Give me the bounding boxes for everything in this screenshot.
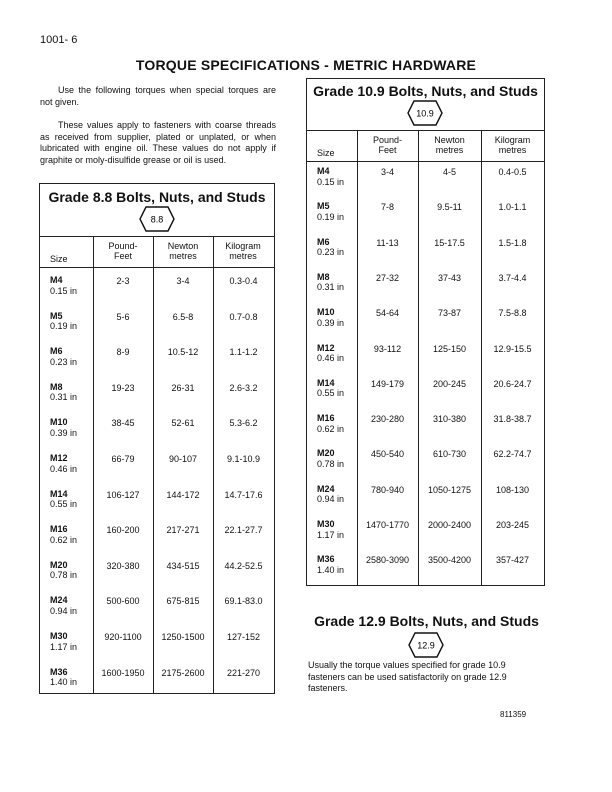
table-row	[40, 275, 274, 299]
grade-12-9-badge-label: 12.9	[417, 640, 435, 651]
size-cell	[50, 453, 77, 474]
size-cell	[317, 272, 344, 293]
metric-size: M8	[317, 271, 330, 282]
grade-10-9-title: Grade 10.9 Bolts, Nuts, and Studs	[313, 83, 538, 99]
intro-text-1: Use the following torques when special torques are not given.	[40, 85, 276, 107]
size-cell	[317, 307, 344, 328]
size-cell	[317, 448, 344, 469]
size-cell	[50, 524, 77, 545]
pound-feet-cell: 2580-3090	[365, 555, 410, 566]
size-cell	[50, 382, 77, 403]
newton-metres-cell: 52-61	[171, 418, 195, 429]
table-row	[40, 417, 274, 441]
table-row	[307, 554, 544, 578]
inch-size: 0.94 in	[50, 605, 78, 616]
metric-size: M5	[317, 201, 330, 212]
metric-size: M16	[50, 524, 68, 535]
newton-metres-cell: 2000-2400	[427, 520, 472, 530]
header-pound-feet-line1: Pound-	[108, 241, 138, 251]
inch-size: 0.39 in	[50, 427, 78, 438]
table-row	[307, 166, 544, 190]
size-cell	[317, 413, 344, 434]
kilogram-metres-cell: 357-427	[495, 555, 530, 566]
document-code: 811359	[500, 710, 527, 719]
pound-feet-cell: 5-6	[116, 311, 130, 322]
newton-metres-cell: 675-815	[166, 596, 200, 607]
kilogram-metres-cell: 14.7-17.6	[224, 489, 263, 500]
metric-size: M30	[50, 631, 68, 641]
newton-metres-cell: 217-271	[166, 525, 200, 536]
header-size: Size	[50, 254, 68, 264]
size-cell	[317, 343, 344, 364]
header-kilogram-metres-line2: metres	[229, 251, 257, 261]
inch-size: 1.17 in	[50, 641, 78, 652]
newton-metres-cell: 90-107	[168, 454, 198, 464]
table-row	[307, 413, 544, 437]
metric-size: M36	[317, 554, 335, 565]
kilogram-metres-cell: 44.2-52.5	[224, 560, 263, 571]
inch-size: 0.15 in	[50, 285, 78, 296]
kilogram-metres-cell: 20.6-24.7	[493, 378, 532, 389]
kilogram-metres-cell: 5.3-6.2	[229, 418, 258, 429]
size-cell	[317, 237, 344, 258]
metric-size: M12	[50, 453, 68, 463]
newton-metres-cell: 1250-1500	[161, 632, 205, 642]
grade-10-9-header	[307, 130, 544, 162]
pound-feet-cell: 2-3	[116, 276, 130, 286]
size-cell	[50, 489, 77, 510]
size-cell	[50, 560, 77, 581]
header-pound-feet-line2: Feet	[378, 145, 397, 155]
inch-size: 0.39 in	[317, 317, 345, 328]
kilogram-metres-cell: 1.5-1.8	[498, 237, 527, 248]
inch-size: 0.55 in	[317, 388, 345, 399]
pound-feet-cell: 920-1100	[104, 632, 142, 642]
grade-8-8-header	[40, 236, 274, 268]
kilogram-metres-cell: 69.1-83.0	[224, 596, 263, 607]
inch-size: 1.40 in	[50, 677, 78, 688]
size-cell	[317, 554, 344, 575]
newton-metres-cell: 310-380	[432, 414, 467, 425]
table-row	[40, 382, 274, 406]
size-cell	[317, 484, 344, 505]
header-newton-metres-line2: metres	[169, 251, 197, 261]
size-cell	[317, 166, 344, 187]
kilogram-metres-cell: 3.7-4.4	[498, 272, 527, 283]
metric-size: M30	[317, 519, 335, 529]
newton-metres-cell: 10.5-12	[167, 347, 199, 358]
header-kilogram-metres-line2: metres	[498, 145, 527, 155]
metric-size: M24	[50, 595, 68, 606]
newton-metres-cell: 15-17.5	[434, 237, 465, 248]
pound-feet-cell: 450-540	[370, 449, 405, 460]
metric-size: M6	[50, 346, 63, 357]
inch-size: 0.15 in	[317, 176, 345, 187]
header-pound-feet-line1: Pound-	[372, 135, 403, 145]
inch-size: 0.31 in	[317, 282, 345, 293]
pound-feet-cell: 7-8	[380, 202, 394, 213]
newton-metres-cell: 144-172	[166, 489, 200, 500]
metric-size: M10	[317, 307, 335, 318]
kilogram-metres-cell: 1.0-1.1	[498, 202, 527, 213]
newton-metres-cell: 26-31	[171, 382, 195, 393]
grade-12-9-note: Usually the torque values specified for grade 10.9 fasteners can be used satisfactorily on grade 12.9 fasteners.	[308, 660, 507, 693]
newton-metres-cell: 434-515	[166, 560, 200, 571]
newton-metres-cell: 6.5-8	[172, 311, 194, 322]
grade-8-8-table	[39, 183, 275, 694]
metric-size: M5	[50, 310, 63, 321]
newton-metres-cell: 3-4	[176, 276, 190, 286]
inch-size: 0.78 in	[50, 570, 78, 581]
metric-size: M14	[50, 488, 68, 499]
inch-size: 0.94 in	[317, 494, 345, 505]
inch-size: 0.62 in	[50, 534, 78, 545]
table-row	[40, 560, 274, 584]
header-size: Size	[317, 148, 335, 158]
kilogram-metres-cell: 127-152	[226, 632, 261, 642]
kilogram-metres-cell: 2.6-3.2	[229, 382, 258, 393]
size-cell	[50, 417, 77, 438]
table-row	[40, 524, 274, 548]
table-row	[307, 448, 544, 472]
header-kilogram-metres	[213, 241, 273, 261]
pound-feet-cell: 1600-1950	[101, 667, 145, 678]
pound-feet-cell: 27-32	[375, 272, 400, 283]
inch-size: 0.62 in	[317, 423, 345, 434]
kilogram-metres-cell: 1.1-1.2	[229, 347, 258, 358]
pound-feet-cell: 106-127	[106, 489, 140, 500]
pound-feet-cell: 320-380	[106, 560, 140, 571]
inch-size: 0.23 in	[317, 247, 345, 258]
grade-10-9-table	[306, 78, 545, 586]
header-pound-feet-line2: Feet	[113, 251, 132, 261]
pound-feet-cell: 93-112	[373, 343, 402, 354]
size-cell	[50, 346, 77, 367]
pound-feet-cell: 66-79	[111, 454, 135, 464]
metric-size: M10	[50, 417, 68, 428]
metric-size: M24	[317, 483, 335, 494]
inch-size: 0.78 in	[317, 458, 345, 469]
newton-metres-cell: 1050-1275	[427, 484, 472, 495]
pound-feet-cell: 1470-1770	[365, 520, 410, 530]
pound-feet-cell: 19-23	[111, 382, 135, 393]
header-pound-feet	[357, 135, 418, 155]
intro-paragraph-2	[40, 120, 276, 166]
size-cell	[50, 275, 77, 296]
inch-size: 0.55 in	[50, 499, 78, 510]
newton-metres-cell: 200-245	[432, 378, 467, 389]
inch-size: 0.23 in	[50, 356, 78, 367]
newton-metres-cell: 3500-4200	[427, 555, 472, 566]
metric-size: M8	[50, 381, 63, 392]
header-newton-metres-line1: Newton	[434, 135, 465, 145]
pound-feet-cell: 500-600	[106, 596, 140, 607]
kilogram-metres-cell: 12.9-15.5	[493, 343, 532, 354]
kilogram-metres-cell: 9.1-10.9	[226, 454, 261, 464]
size-cell	[317, 519, 344, 540]
grade-8-8-title: Grade 8.8 Bolts, Nuts, and Studs	[48, 189, 266, 205]
grade-8-8-hex-icon	[139, 206, 175, 232]
kilogram-metres-cell: 221-270	[226, 667, 261, 678]
size-cell	[50, 631, 77, 652]
table-row	[307, 307, 544, 331]
table-row	[40, 311, 274, 335]
newton-metres-cell: 125-150	[432, 343, 467, 354]
table-row	[40, 631, 274, 655]
header-kilogram-metres-line1: Kilogram	[225, 241, 261, 251]
inch-size: 1.40 in	[317, 564, 345, 575]
pound-feet-cell: 149-179	[370, 378, 405, 389]
pound-feet-cell: 8-9	[116, 347, 130, 358]
kilogram-metres-cell: 31.8-38.7	[493, 414, 532, 425]
pound-feet-cell: 160-200	[106, 525, 140, 536]
kilogram-metres-cell: 0.7-0.8	[229, 311, 258, 322]
pound-feet-cell: 11-13	[376, 237, 399, 248]
kilogram-metres-cell: 22.1-27.7	[224, 525, 263, 536]
table-row	[40, 346, 274, 370]
inch-size: 0.31 in	[50, 392, 78, 403]
newton-metres-cell: 2175-2600	[161, 667, 205, 678]
header-newton-metres	[153, 241, 213, 261]
table-row	[40, 453, 274, 477]
header-newton-metres-line2: metres	[435, 145, 464, 155]
inch-size: 1.17 in	[317, 529, 345, 540]
size-cell	[50, 311, 77, 332]
newton-metres-cell: 610-730	[432, 449, 467, 460]
kilogram-metres-cell: 0.3-0.4	[229, 276, 258, 286]
inch-size: 0.46 in	[50, 463, 78, 474]
kilogram-metres-cell: 0.4-0.5	[498, 167, 527, 177]
page-number: 1001- 6	[40, 34, 78, 46]
header-kilogram-metres	[481, 135, 544, 155]
kilogram-metres-cell: 203-245	[495, 520, 530, 530]
table-row	[40, 595, 274, 619]
newton-metres-cell: 4-5	[442, 167, 456, 177]
inch-size: 0.19 in	[317, 211, 345, 222]
newton-metres-cell: 37-43	[437, 272, 462, 283]
pound-feet-cell: 38-45	[111, 418, 135, 429]
kilogram-metres-cell: 62.2-74.7	[493, 449, 532, 460]
page-title: TORQUE SPECIFICATIONS - METRIC HARDWARE	[135, 57, 477, 73]
newton-metres-cell: 73-87	[437, 308, 462, 319]
inch-size: 0.46 in	[317, 353, 345, 363]
header-newton-metres	[418, 135, 481, 155]
grade-12-9-hex-icon	[408, 632, 444, 658]
grade-10-9-badge-label: 10.9	[416, 108, 434, 119]
grade-12-9-title: Grade 12.9 Bolts, Nuts, and Studs	[314, 613, 539, 629]
newton-metres-cell: 9.5-11	[437, 202, 462, 213]
table-row	[40, 489, 274, 513]
pound-feet-cell: 54-64	[375, 308, 400, 319]
size-cell	[50, 667, 77, 688]
pound-feet-cell: 780-940	[370, 484, 405, 495]
pound-feet-cell: 230-280	[370, 414, 405, 425]
grade-8-8-badge-label: 8.8	[150, 214, 164, 225]
table-row	[307, 272, 544, 296]
table-row	[307, 237, 544, 261]
table-row	[307, 519, 544, 543]
kilogram-metres-cell: 7.5-8.8	[498, 308, 527, 319]
table-row	[307, 484, 544, 508]
metric-size: M12	[317, 342, 335, 353]
metric-size: M20	[317, 448, 335, 459]
table-row	[40, 667, 274, 691]
intro-paragraph-1	[40, 85, 276, 108]
table-row	[307, 343, 544, 367]
metric-size: M4	[317, 166, 330, 176]
metric-size: M14	[317, 377, 335, 388]
table-row	[307, 201, 544, 225]
metric-size: M16	[317, 413, 335, 424]
intro-text-2: These values apply to fasteners with coarse threads as received from supplier, plated or unplated, or when lubricated with engine oil. These values do not apply if graphite or moly-disulfide grease or oil is used.	[40, 120, 276, 165]
inch-size: 0.19 in	[50, 321, 78, 332]
pound-feet-cell: 3-4	[380, 167, 394, 177]
grade-10-9-hex-icon	[407, 100, 443, 126]
size-cell	[50, 595, 77, 616]
header-newton-metres-line1: Newton	[167, 241, 199, 251]
kilogram-metres-cell: 108-130	[495, 484, 530, 495]
size-cell	[317, 201, 344, 222]
metric-size: M36	[50, 666, 68, 677]
size-cell	[317, 378, 344, 399]
metric-size: M6	[317, 236, 330, 247]
metric-size: M20	[50, 559, 68, 570]
metric-size: M4	[50, 275, 63, 285]
table-row	[307, 378, 544, 402]
header-kilogram-metres-line1: Kilogram	[494, 135, 531, 145]
header-pound-feet	[93, 241, 153, 261]
